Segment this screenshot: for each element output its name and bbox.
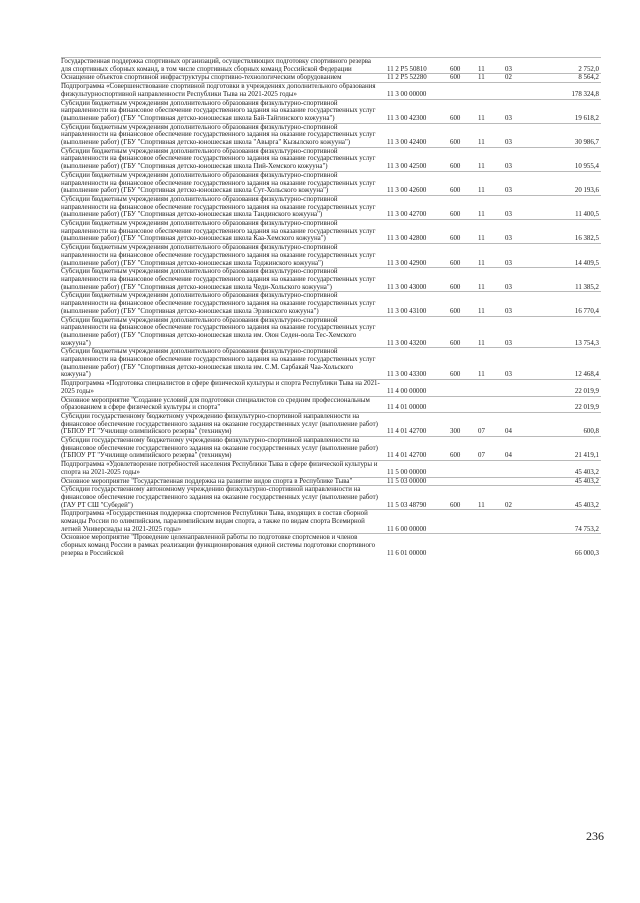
table-row [61, 74, 601, 83]
row-subsection-cell: 03 [503, 147, 539, 171]
row-code-cell: 11 3 00 42300 [383, 99, 448, 123]
row-code-cell: 11 3 00 42800 [383, 220, 448, 244]
row-code-cell: 11 3 00 42600 [383, 171, 448, 195]
row-sum-cell: 45 403,2 [539, 477, 601, 486]
table-row [61, 147, 601, 171]
table-row [61, 268, 601, 292]
row-sum-cell: 19 618,2 [539, 99, 601, 123]
row-subsection-cell [503, 534, 539, 558]
row-sum-cell: 22 019,9 [539, 396, 601, 412]
row-section-cell [476, 380, 503, 396]
row-sum-cell: 11 400,5 [539, 195, 601, 219]
row-expense-type-cell: 600 [448, 74, 476, 83]
row-sum-cell: 16 770,4 [539, 292, 601, 316]
row-name-cell: Субсидии государственному автономному учреждению физкультурно-спортивной направленности на финансовое обеспечение государственного задания на оказание государственных услуг (выполнение работ) (ГАУ РТ СШ "Субедей") [61, 486, 383, 510]
row-section-cell: 11 [476, 316, 503, 348]
row-code-cell: 11 3 00 43200 [383, 316, 448, 348]
row-name-cell: Субсидии бюджетным учреждениям дополнительного образования физкультурно-спортивной направленности на финансовое обеспечение государственного задания на оказание государственных услуг (выполнение работ) (ГБУ "Спортивная детско-юношеская школа Сут-Хольского кожууна") [61, 171, 383, 195]
row-code-cell: 11 6 00 00000 [383, 510, 448, 534]
row-code-cell: 11 2 P5 50810 [383, 58, 448, 74]
row-expense-type-cell: 600 [448, 268, 476, 292]
row-name-cell: Субсидии государственному бюджетному учреждению физкультурно-спортивной направленности на финансовое обеспечение государственного задания на оказание государственных услуг (выполнение работ) (ГБПОУ РТ "Училище олимпийского резерва" (техникум) [61, 412, 383, 436]
row-section-cell: 11 [476, 486, 503, 510]
row-section-cell: 11 [476, 195, 503, 219]
table-row [61, 316, 601, 348]
table-row [61, 220, 601, 244]
row-name-cell: Подпрограмма «Государственная поддержка спортсменов Республики Тыва, входящих в состав сборной команды России по олимпийским, паралимпийским видам спорта, а также по видам спорта Всемирной летней Универсиады на 2021-2025 годы» [61, 510, 383, 534]
row-expense-type-cell [448, 477, 476, 486]
row-section-cell: 11 [476, 220, 503, 244]
row-code-cell: 11 2 P5 52280 [383, 74, 448, 83]
row-section-cell: 11 [476, 123, 503, 147]
row-code-cell: 11 3 00 42900 [383, 244, 448, 268]
row-subsection-cell: 02 [503, 486, 539, 510]
page-number: 236 [586, 829, 604, 843]
row-subsection-cell [503, 396, 539, 412]
row-name-cell: Государственная поддержка спортивных организаций, осуществляющих подготовку спортивного резерва для спортивных сборных команд, в том числе спортивных сборных команд Российской Федерации [61, 58, 383, 74]
row-code-cell: 11 4 01 00000 [383, 396, 448, 412]
row-name-cell: Субсидии бюджетным учреждениям дополнительного образования физкультурно-спортивной направленности на финансовое обеспечение государственного задания на оказание государственных услуг (выполнение работ) (ГБУ "Спортивная детско-юношеская школа Чеди-Хольского кожууна") [61, 268, 383, 292]
row-subsection-cell: 03 [503, 220, 539, 244]
row-code-cell: 11 3 00 00000 [383, 83, 448, 99]
row-section-cell: 11 [476, 58, 503, 74]
row-section-cell [476, 477, 503, 486]
row-section-cell: 07 [476, 412, 503, 436]
table-row [61, 83, 601, 99]
row-code-cell: 11 6 01 00000 [383, 534, 448, 558]
row-code-cell: 11 3 00 43000 [383, 268, 448, 292]
row-name-cell: Субсидии бюджетным учреждениям дополнительного образования физкультурно-спортивной направленности на финансовое обеспечение государственного задания на оказание государственных услуг (выполнение работ) (ГБУ "Спортивная детско-юношеская школа им. Оюн Седен-оола Тес-Хемского кожууна") [61, 316, 383, 348]
row-sum-cell: 12 468,4 [539, 348, 601, 380]
row-sum-cell: 2 752,0 [539, 58, 601, 74]
row-subsection-cell: 03 [503, 348, 539, 380]
table-row [61, 348, 601, 380]
row-subsection-cell [503, 510, 539, 534]
row-expense-type-cell [448, 461, 476, 477]
table-row [61, 99, 601, 123]
table-row [61, 171, 601, 195]
row-expense-type-cell [448, 534, 476, 558]
row-subsection-cell: 03 [503, 268, 539, 292]
row-code-cell: 11 3 00 43300 [383, 348, 448, 380]
row-sum-cell: 13 754,3 [539, 316, 601, 348]
row-code-cell: 11 3 00 43100 [383, 292, 448, 316]
table-row [61, 534, 601, 558]
row-expense-type-cell: 600 [448, 220, 476, 244]
row-sum-cell: 8 564,2 [539, 74, 601, 83]
row-code-cell: 11 3 00 42700 [383, 195, 448, 219]
row-subsection-cell [503, 477, 539, 486]
row-section-cell: 11 [476, 348, 503, 380]
row-section-cell: 11 [476, 292, 503, 316]
row-code-cell: 11 4 01 42700 [383, 412, 448, 436]
row-subsection-cell [503, 83, 539, 99]
row-subsection-cell: 03 [503, 244, 539, 268]
row-sum-cell: 21 419,1 [539, 437, 601, 461]
row-sum-cell: 45 403,2 [539, 486, 601, 510]
row-sum-cell: 10 955,4 [539, 147, 601, 171]
row-name-cell: Субсидии государственному бюджетному учреждению физкультурно-спортивной направленности на финансовое обеспечение государственного задания на оказание государственных услуг (выполнение работ) (ГБПОУ РТ "Училище олимпийского резерва" (техникум) [61, 437, 383, 461]
table-row [61, 486, 601, 510]
row-sum-cell: 14 409,5 [539, 244, 601, 268]
row-name-cell: Субсидии бюджетным учреждениям дополнительного образования физкультурно-спортивной направленности на финансовое обеспечение государственного задания на оказание государственных услуг (выполнение работ) (ГБУ "Спортивная детско-юношеская школа Эрзинского кожууна") [61, 292, 383, 316]
row-name-cell: Субсидии бюджетным учреждениям дополнительного образования физкультурно-спортивной направленности на финансовое обеспечение государственного задания на оказание государственных услуг (выполнение работ) (ГБУ "Спортивная детско-юношеская школа им. С.М. Сарбакай Чаа-Хольского кожууна") [61, 348, 383, 380]
table-row [61, 412, 601, 436]
table-row [61, 396, 601, 412]
row-sum-cell: 30 986,7 [539, 123, 601, 147]
table-row [61, 195, 601, 219]
row-subsection-cell: 02 [503, 74, 539, 83]
row-sum-cell: 11 385,2 [539, 268, 601, 292]
row-expense-type-cell [448, 380, 476, 396]
row-code-cell: 11 3 00 42400 [383, 123, 448, 147]
row-code-cell: 11 4 00 00000 [383, 380, 448, 396]
row-sum-cell: 16 382,5 [539, 220, 601, 244]
row-name-cell: Основное мероприятие "Проведение целенаправленной работы по подготовке спортсменов и членов сборных команд России в рамках реализации функционирования единой системы подготовки спортивного резерва в Российской [61, 534, 383, 558]
table-row [61, 58, 601, 74]
row-subsection-cell: 03 [503, 316, 539, 348]
row-expense-type-cell: 600 [448, 244, 476, 268]
row-subsection-cell: 03 [503, 292, 539, 316]
row-expense-type-cell: 600 [448, 147, 476, 171]
row-section-cell: 11 [476, 268, 503, 292]
table-row [61, 380, 601, 396]
row-subsection-cell: 03 [503, 99, 539, 123]
row-expense-type-cell: 600 [448, 123, 476, 147]
row-subsection-cell: 03 [503, 195, 539, 219]
row-subsection-cell: 03 [503, 58, 539, 74]
row-subsection-cell: 04 [503, 437, 539, 461]
row-subsection-cell: 03 [503, 171, 539, 195]
table-row [61, 437, 601, 461]
row-code-cell: 11 5 00 00000 [383, 461, 448, 477]
row-sum-cell: 45 403,2 [539, 461, 601, 477]
row-section-cell: 07 [476, 437, 503, 461]
row-name-cell: Подпрограмма «Удовлетворение потребностей населения Республики Тыва в сфере физической культуры и спорта на 2021-2025 годы» [61, 461, 383, 477]
row-name-cell: Подпрограмма «Совершенствование спортивной подготовки в учреждениях дополнительного образования физкультурноспортивной направленности Республики Тыва на 2021-2025 годы» [61, 83, 383, 99]
row-section-cell [476, 396, 503, 412]
row-name-cell: Субсидии бюджетным учреждениям дополнительного образования физкультурно-спортивной направленности на финансовое обеспечение государственного задания на оказание государственных услуг (выполнение работ) (ГБУ "Спортивная детско-юношеская школа Пий-Хемского кожууна") [61, 147, 383, 171]
row-expense-type-cell: 600 [448, 195, 476, 219]
row-sum-cell: 20 193,6 [539, 171, 601, 195]
row-expense-type-cell [448, 83, 476, 99]
row-sum-cell: 22 019,9 [539, 380, 601, 396]
row-section-cell [476, 534, 503, 558]
row-sum-cell: 74 753,2 [539, 510, 601, 534]
row-subsection-cell: 03 [503, 123, 539, 147]
row-expense-type-cell: 600 [448, 437, 476, 461]
row-name-cell: Основное мероприятие "Государственная поддержка на развитие видов спорта в Республике Тыва" [61, 477, 383, 486]
row-name-cell: Субсидии бюджетным учреждениям дополнительного образования физкультурно-спортивной направленности на финансовое обеспечение государственного задания на оказание государственных услуг (выполнение работ) (ГБУ "Спортивная детско-юношеская школа Тандинского кожууна") [61, 195, 383, 219]
row-sum-cell: 178 324,8 [539, 83, 601, 99]
row-expense-type-cell: 600 [448, 348, 476, 380]
row-section-cell: 11 [476, 171, 503, 195]
row-code-cell: 11 4 01 42700 [383, 437, 448, 461]
table-row [61, 123, 601, 147]
row-code-cell: 11 3 00 42500 [383, 147, 448, 171]
row-section-cell [476, 83, 503, 99]
row-section-cell: 11 [476, 99, 503, 123]
table-row [61, 244, 601, 268]
row-subsection-cell [503, 461, 539, 477]
table-body [61, 58, 601, 558]
table-row [61, 461, 601, 477]
row-name-cell: Субсидии бюджетным учреждениям дополнительного образования физкультурно-спортивной направленности на финансовое обеспечение государственного задания на оказание государственных услуг (выполнение работ) (ГБУ "Спортивная детско-юношеская школа "Авырга" Кызылского кожууна") [61, 123, 383, 147]
row-expense-type-cell: 600 [448, 58, 476, 74]
row-expense-type-cell: 600 [448, 486, 476, 510]
row-name-cell: Подпрограмма «Подготовка специалистов в сфере физической культуры и спорта Республики Тыва на 2021-2025 годы» [61, 380, 383, 396]
row-code-cell: 11 5 03 48790 [383, 486, 448, 510]
row-sum-cell: 600,8 [539, 412, 601, 436]
row-code-cell: 11 5 03 00000 [383, 477, 448, 486]
row-name-cell: Субсидии бюджетным учреждениям дополнительного образования физкультурно-спортивной направленности на финансовое обеспечение государственного задания на оказание государственных услуг (выполнение работ) (ГБУ "Спортивная детско-юношеская школа Каа-Хемского кожууна") [61, 220, 383, 244]
row-section-cell [476, 461, 503, 477]
row-sum-cell: 66 000,3 [539, 534, 601, 558]
row-expense-type-cell: 600 [448, 99, 476, 123]
row-expense-type-cell: 300 [448, 412, 476, 436]
row-section-cell: 11 [476, 147, 503, 171]
table-row [61, 292, 601, 316]
table-row [61, 510, 601, 534]
row-section-cell [476, 510, 503, 534]
row-expense-type-cell: 600 [448, 292, 476, 316]
row-expense-type-cell [448, 396, 476, 412]
row-expense-type-cell: 600 [448, 316, 476, 348]
row-name-cell: Субсидии бюджетным учреждениям дополнительного образования физкультурно-спортивной направленности на финансовое обеспечение государственного задания на оказание государственных услуг (выполнение работ) (ГБУ "Спортивная детско-юношеская школа Бай-Тайгинского кожууна") [61, 99, 383, 123]
row-section-cell: 11 [476, 244, 503, 268]
row-section-cell: 11 [476, 74, 503, 83]
row-name-cell: Основное мероприятие "Создание условий для подготовки специалистов со средним профессиональным образованием в сфере физической культуры и спорта" [61, 396, 383, 412]
table-row [61, 477, 601, 486]
row-subsection-cell [503, 380, 539, 396]
budget-allocation-table [61, 57, 601, 558]
row-expense-type-cell: 600 [448, 171, 476, 195]
row-name-cell: Оснащение объектов спортивной инфраструктуры спортивно-технологическим оборудованием [61, 74, 383, 83]
row-expense-type-cell [448, 510, 476, 534]
row-name-cell: Субсидии бюджетным учреждениям дополнительного образования физкультурно-спортивной направленности на финансовое обеспечение государственного задания на оказание государственных услуг (выполнение работ) (ГБУ "Спортивная детско-юношеская школа Тоджинского кожууна") [61, 244, 383, 268]
row-subsection-cell: 04 [503, 412, 539, 436]
